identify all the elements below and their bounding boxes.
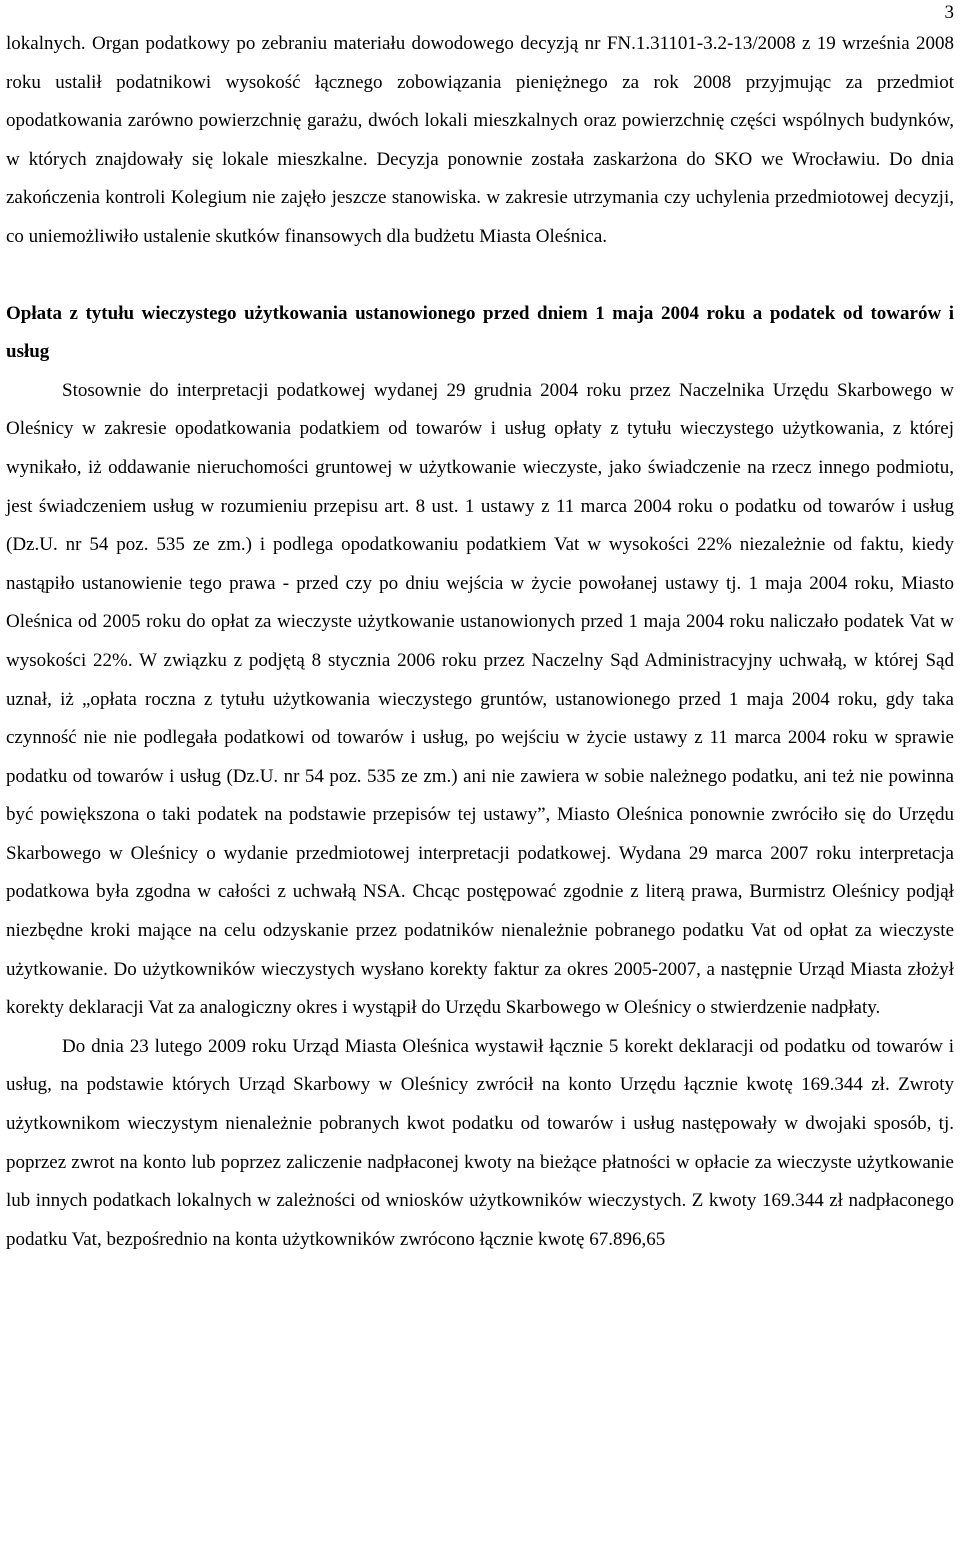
paragraph-refunds: Do dnia 23 lutego 2009 roku Urząd Miasta Oleśnica wystawił łącznie 5 korekt deklaracji od podatku od towarów i usług, na podstawie których Urząd Skarbowy w Oleśnicy zwrócił na konto Urzędu łącznie kwotę 169.344 zł. Zwroty użytkownikom wieczystym nienależnie pobranych kwot podatku od towarów i usług następowały w dwojaki sposób, tj. poprzez zwrot na konto lub poprzez zaliczenie nadpłaconej kwoty na bieżące płatności w opłacie za wieczyste użytkowanie lub innych podatkach lokalnych w zależności od wniosków użytkowników wieczystych. Z kwoty 169.344 zł nadpłaconego podatku Vat, bezpośrednio na konta użytkowników zwrócono łącznie kwotę 67.896,65 [6,1035,954,1250]
paragraph-interpretation: Stosownie do interpretacji podatkowej wydanej 29 grudnia 2004 roku przez Naczelnika Urzędu Skarbowego w Oleśnicy w zakresie opodatkowania podatkiem od towarów i usług opłaty z tytułu wieczystego użytkowania, z której wynikało, iż oddawanie nieruchomości gruntowej w użytkowanie wieczyste, jako świadczenie na rzecz innego podmiotu, jest świadczeniem usług w rozumieniu przepisu art. 8 ust. 1 ustawy z 11 marca 2004 roku o podatku od towarów i usług (Dz.U. nr 54 poz. 535 ze zm.) i podlega opodatkowaniu podatkiem Vat w wysokości 22% niezależnie od faktu, kiedy nastąpiło ustanowienie tego prawa - przed czy po dniu wejścia w życie powołanej ustawy tj. 1 maja 2004 roku, Miasto Oleśnica od 2005 roku do opłat za wieczyste użytkowanie ustanowionych przed 1 maja 2004 roku naliczało podatek Vat w wysokości 22%. W związku z podjętą 8 stycznia 2006 roku przez Naczelny Sąd Administracyjny uchwałą, w której Sąd uznał, iż „opłata roczna z tytułu użytkowania wieczystego gruntów, ustanowionego przed 1 maja 2004 roku, gdy taka czynność nie nie podlegała podatkowi od towarów i usług, po wejściu w życie ustawy z 11 marca 2004 roku w sprawie podatku od towarów i usług (Dz.U. nr 54 poz. 535 ze zm.) ani nie zawiera w sobie należnego podatku, ani też nie powinna być powiększona o taki podatek na podstawie przepisów tej ustawy”, Miasto Oleśnica ponownie zwróciło się do Urzędu Skarbowego w Oleśnicy o wydanie przedmiotowej interpretacji podatkowej. Wydana 29 marca 2007 roku interpretacja podatkowa była zgodna w całości z uchwałą NSA. Chcąc postępować zgodnie z literą prawa, Burmistrz Oleśnicy podjął niezbędne kroki mające na celu odzyskanie przez podatników nienależnie pobranego podatku Vat od opłat za wieczyste użytkowanie. Do użytkowników wieczystych wysłano korekty faktur za okres 2005-2007, a następnie Urząd Miasta złożył korekty deklaracji Vat za analogiczny okres i wystąpił do Urzędu Skarbowego w Oleśnicy o stwierdzenie nadpłaty. [6,379,954,1019]
section-heading: Opłata z tytułu wieczystego użytkowania ustanowionego przed dniem 1 maja 2004 roku a podatek od towarów i usług [6,302,954,363]
document-body [6,25,954,1259]
page-number: 3 [944,2,954,23]
paragraph-continuation: lokalnych. Organ podatkowy po zebraniu materiału dowodowego decyzją nr FN.1.31101-3.2-13/2008 z 19 września 2008 roku ustalił podatnikowi wysokość łącznego zobowiązania pieniężnego za rok 2008 przyjmując za przedmiot opodatkowania zarówno powierzchnię garażu, dwóch lokali mieszkalnych oraz powierzchnię części wspólnych budynków, w których znajdowały się lokale mieszkalne. Decyzja ponownie została zaskarżona do SKO we Wrocławiu. Do dnia zakończenia kontroli Kolegium nie zajęło jeszcze stanowiska. w zakresie utrzymania czy uchylenia przedmiotowej decyzji, co uniemożliwiło ustalenie skutków finansowych dla budżetu Miasta Oleśnica. [6,33,954,247]
